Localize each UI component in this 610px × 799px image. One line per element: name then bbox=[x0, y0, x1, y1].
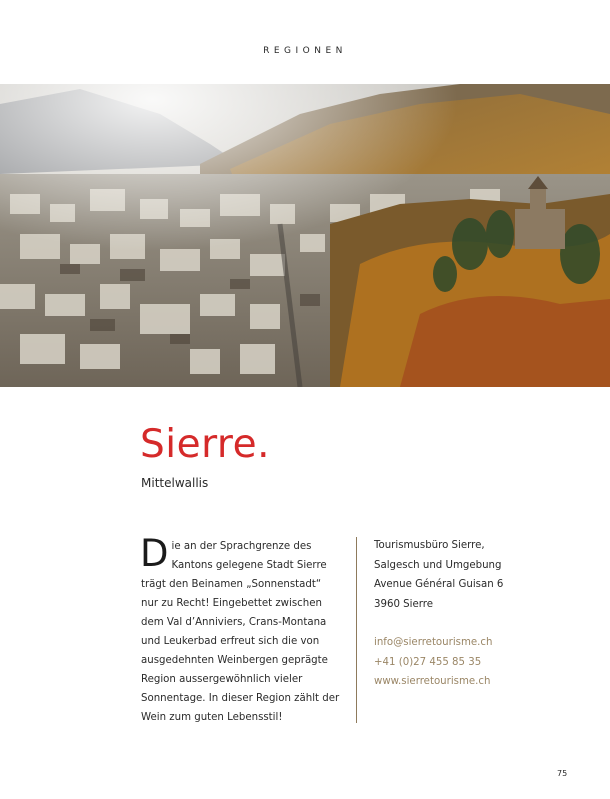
contact-line: Tourismusbüro Sierre, bbox=[374, 540, 485, 551]
website-link[interactable]: www.sierretourisme.ch bbox=[374, 676, 491, 687]
email-link[interactable]: info@sierretourisme.ch bbox=[374, 637, 493, 648]
article-body-text: ie an der Sprachgrenze des Kantons gelegene Stadt Sierre trägt den Beinamen „Sonnenstadt“ nur zu Recht! Eingebettet zwischen dem Val d’Anniviers, Crans-Montana und Leukerbad erfreut sich die von ausgedehnten Weinbergen geprägte Region aussergewöhnlich vieler Sonnentage. In dieser Region zählt der Wein zum guten Lebensstil! bbox=[141, 541, 340, 723]
section-label: REGIONEN bbox=[263, 46, 347, 56]
contact-line: Salgesch und Umgebung bbox=[374, 559, 502, 571]
column-divider bbox=[356, 537, 357, 723]
contact-line: 3960 Sierre bbox=[374, 598, 433, 610]
contact-block bbox=[374, 536, 574, 692]
drop-cap: D bbox=[140, 532, 169, 575]
contact-line: Avenue Général Guisan 6 bbox=[374, 579, 504, 590]
article-body bbox=[140, 532, 341, 727]
article-title: Sierre. bbox=[140, 422, 271, 467]
page-number: 75 bbox=[557, 769, 568, 778]
hero-photo-sierre-town-aerial bbox=[0, 84, 610, 387]
phone-link[interactable]: +41 (0)27 455 85 35 bbox=[374, 656, 482, 668]
article-subtitle: Mittelwallis bbox=[141, 476, 209, 490]
